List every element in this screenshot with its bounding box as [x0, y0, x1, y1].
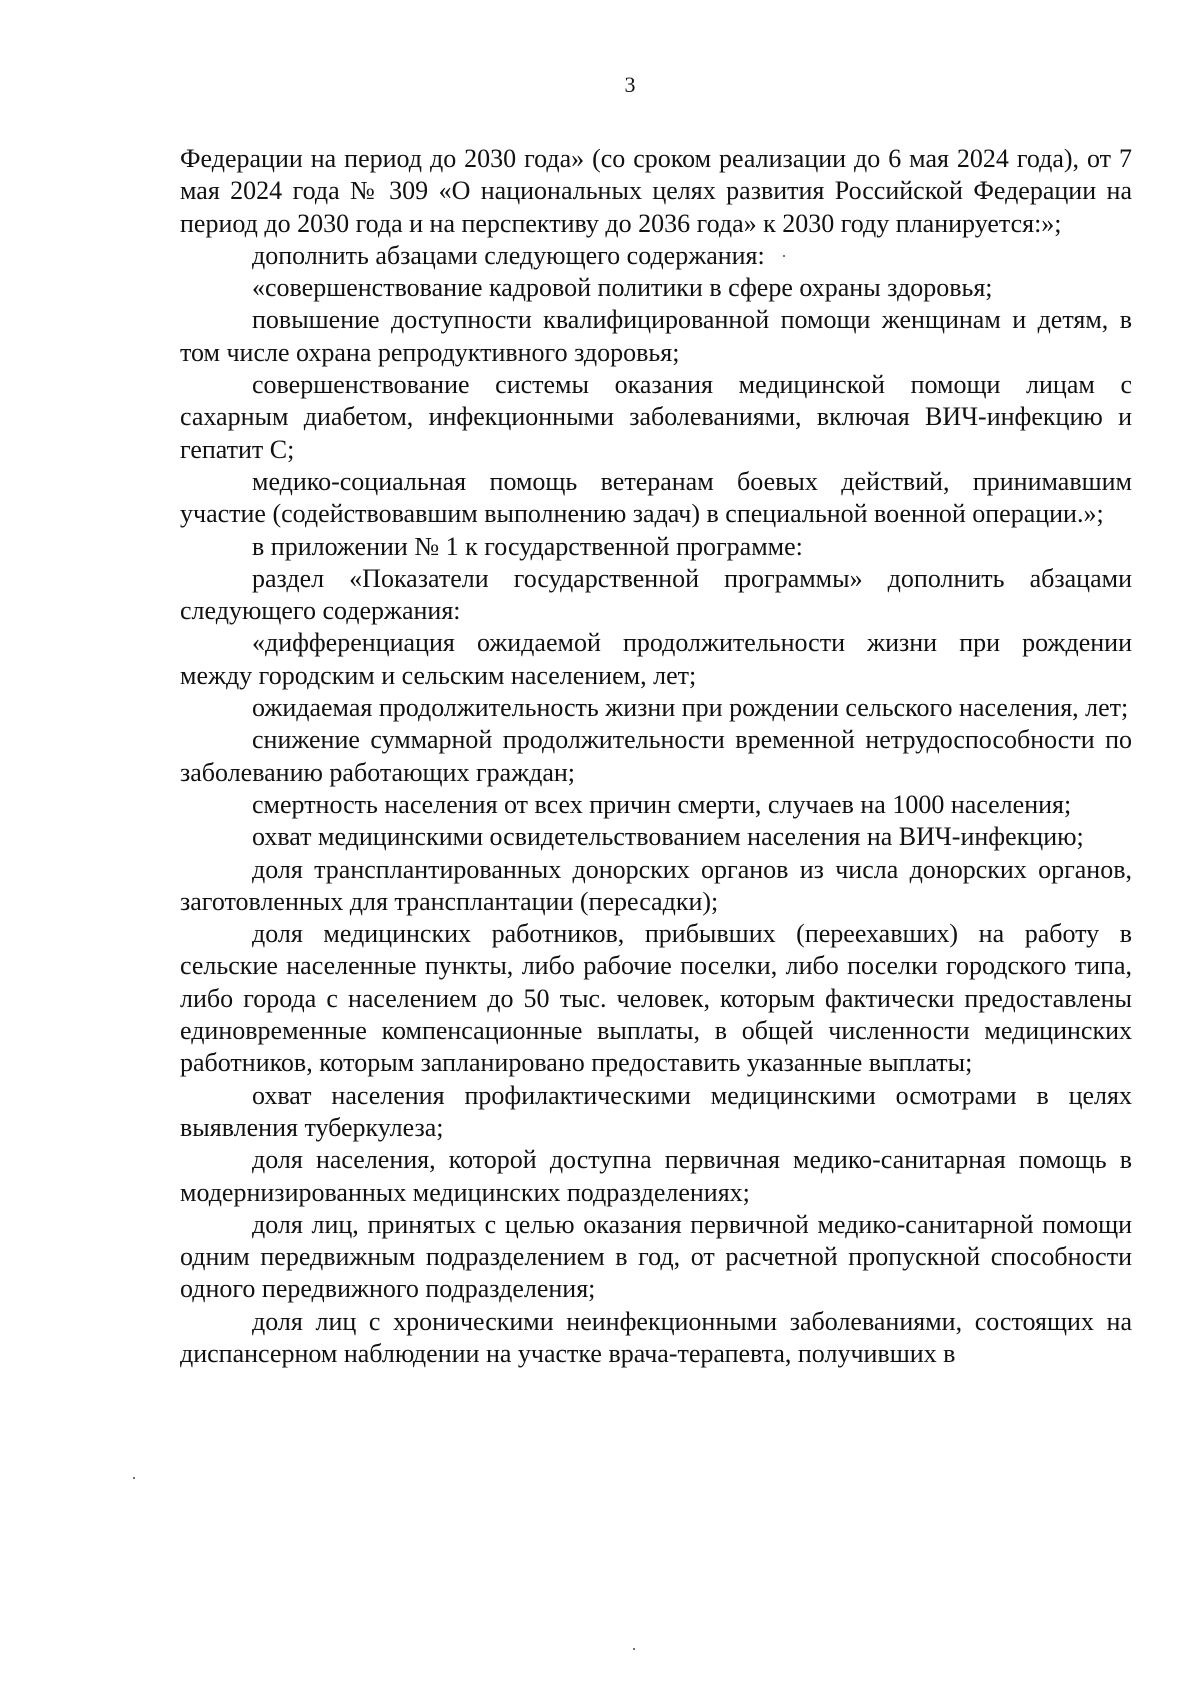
paragraph: доля трансплантированных донорских органов из числа донорских органов, заготовленных для трансплантации (пересадки); — [180, 854, 1132, 916]
paragraph: совершенствование системы оказания медицинской помощи лицам с сахарным диабетом, инфекционными заболеваниями, включая ВИЧ-инфекцию и гепатит С; — [180, 370, 1132, 464]
page-number: 3 — [624, 72, 636, 97]
scan-speck — [133, 1477, 135, 1479]
paragraph: повышение доступности квалифицированной помощи женщинам и детям, в том числе охрана репродуктивного здоровья; — [180, 305, 1132, 367]
paragraph: «дифференциация ожидаемой продолжительности жизни при рождении между городским и сельским населением, лет; — [180, 628, 1132, 690]
paragraph: охват медицинскими освидетельствованием населения на ВИЧ-инфекцию; — [252, 822, 1084, 852]
scan-speck — [633, 1648, 635, 1650]
paragraph: доля лиц, принятых с целью оказания первичной медико-санитарной помощи одним передвижным подразделением в год, от расчетной пропускной способности одного передвижного подразделения; — [180, 1209, 1132, 1304]
paragraph: смертность населения от всех причин смерти, случаев на 1000 населения; — [252, 789, 1072, 819]
paragraph: раздел «Показатели государственной программы» дополнить абзацами следующего содержания: — [180, 563, 1132, 626]
paragraph: ожидаемая продолжительность жизни при рождении сельского населения, лет; — [252, 693, 1129, 723]
paragraph-continuation: Федерации на период до 2030 года» (со сроком реализации до 6 мая 2024 года), от 7 мая 2024 года № 309 «О национальных целях развития Российской Федерации на период до 2030 года и на перспективу до 2036 года» к 2030 году планируется:»; — [180, 144, 1132, 238]
paragraph: доля медицинских работников, прибывших (переехавших) на работу в сельские населенные пункты, либо рабочие поселки, либо поселки городского типа, либо города с населением до 50 тыс. человек, которым фактически предоставлены единовременные компенсационные выплаты, в общей численности медицинских работников, которым запланировано предоставить указанные выплаты; — [180, 919, 1132, 1078]
paragraph: дополнить абзацами следующего содержания: — [252, 240, 765, 270]
paragraph: охват населения профилактическими медицинскими осмотрами в целях выявления туберкулеза; — [180, 1080, 1132, 1142]
paragraph: доля лиц с хроническими неинфекционными заболеваниями, состоящих на диспансерном наблюдении на участке врача-терапевта, получивших в — [180, 1306, 1132, 1368]
paragraph: «совершенствование кадровой политики в сфере охраны здоровья; — [252, 273, 993, 303]
scan-speck — [783, 255, 785, 257]
paragraph: снижение суммарной продолжительности временной нетрудоспособности по заболеванию работающих граждан; — [180, 725, 1132, 787]
paragraph: доля населения, которой доступна первичная медико-санитарная помощь в модернизированных медицинских подразделениях; — [180, 1145, 1132, 1207]
document-body — [180, 143, 1132, 1370]
paragraph: медико-социальная помощь ветеранам боевых действий, принимавшим участие (содействовавшим выполнению задач) в специальной военной операции.»; — [180, 466, 1132, 529]
paragraph: в приложении № 1 к государственной программе: — [252, 531, 803, 561]
